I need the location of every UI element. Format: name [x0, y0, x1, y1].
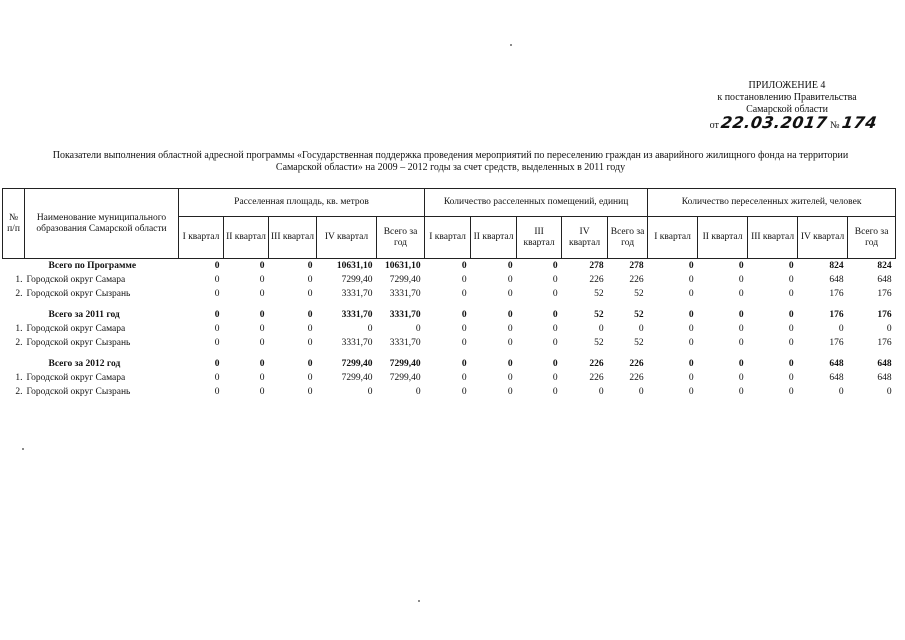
row-value: 0	[738, 359, 744, 369]
row-value: 0	[738, 275, 744, 285]
row-name: Городской округ Сызрань	[26, 338, 131, 348]
row-value: 7299,40	[341, 373, 373, 383]
row-value: 0	[838, 324, 844, 334]
header-rooms-q3: III квартал	[517, 217, 562, 259]
appendix-date-line	[697, 113, 879, 132]
header-rooms-q4: IV квартал	[562, 217, 608, 259]
header-residents-q3: III квартал	[748, 217, 798, 259]
row-value: 10631,10	[336, 261, 373, 271]
row-value: 0	[507, 373, 513, 383]
header-area-q1: I квартал	[179, 217, 224, 259]
row-value: 0	[552, 387, 558, 397]
row-value: 0	[307, 275, 313, 285]
row-value: 3331,70	[341, 289, 373, 299]
row-value: 278	[629, 261, 644, 271]
row-value: 824	[829, 261, 844, 271]
row-value: 10631,10	[384, 261, 421, 271]
row-value: 0	[886, 324, 892, 334]
spacer-cell	[3, 301, 896, 308]
row-value: 0	[307, 359, 313, 369]
row-value: 0	[638, 387, 644, 397]
spacer-row	[3, 350, 896, 357]
appendix-region: Самарской области	[746, 104, 828, 115]
row-value: 0	[367, 324, 373, 334]
row-value: 176	[829, 310, 844, 320]
scan-speck	[510, 44, 512, 46]
row-value: 0	[738, 387, 744, 397]
row-value: 226	[629, 275, 644, 285]
row-value: 0	[552, 261, 558, 271]
row-value: 0	[307, 387, 313, 397]
row-value: 648	[829, 275, 844, 285]
row-value: 52	[594, 310, 604, 320]
row-value: 0	[259, 289, 265, 299]
table-header	[3, 189, 896, 259]
row-value: 0	[214, 373, 220, 383]
header-rooms-q2: II квартал	[471, 217, 517, 259]
row-value: 0	[688, 275, 694, 285]
row-value: 0	[259, 373, 265, 383]
row-value: 226	[629, 359, 644, 369]
header-area-total: Всего за год	[377, 217, 425, 259]
row-value: 176	[877, 289, 892, 299]
row-value: 0	[886, 387, 892, 397]
row-value: 0	[259, 261, 265, 271]
row-value: 0	[738, 324, 744, 334]
appendix-title: ПРИЛОЖЕНИЕ 4	[748, 80, 826, 91]
row-value: 52	[594, 289, 604, 299]
row-value: 0	[507, 261, 513, 271]
row-value: 0	[307, 338, 313, 348]
row-number: 2.	[15, 387, 23, 397]
row-name: Городской округ Самара	[26, 275, 126, 285]
row-value: 7299,40	[389, 275, 421, 285]
row-value: 0	[788, 373, 794, 383]
row-value: 648	[877, 275, 892, 285]
row-number	[3, 308, 25, 322]
row-value: 0	[552, 324, 558, 334]
row-value: 0	[738, 373, 744, 383]
row-value: 278	[589, 261, 604, 271]
row-value: 0	[214, 338, 220, 348]
spacer-cell	[3, 350, 896, 357]
table-row	[3, 385, 896, 399]
row-value: 52	[594, 338, 604, 348]
table-total-row	[3, 259, 896, 274]
row-value: 7299,40	[341, 359, 373, 369]
row-value: 226	[629, 373, 644, 383]
row-value: 0	[367, 387, 373, 397]
header-residents-q4: IV квартал	[798, 217, 848, 259]
row-value: 0	[738, 338, 744, 348]
row-value: 0	[788, 310, 794, 320]
header-area-q3: III квартал	[269, 217, 317, 259]
table-total-row	[3, 308, 896, 322]
row-name: Городской округ Сызрань	[26, 387, 131, 397]
row-number: 1.	[15, 373, 23, 383]
header-area-q4: IV квартал	[317, 217, 377, 259]
row-value: 0	[307, 261, 313, 271]
row-value: 0	[259, 359, 265, 369]
row-value: 0	[461, 261, 467, 271]
row-value: 0	[259, 275, 265, 285]
table-row	[3, 371, 896, 385]
row-value: 7299,40	[341, 275, 373, 285]
row-value: 176	[829, 289, 844, 299]
row-value: 0	[307, 324, 313, 334]
row-value: 176	[877, 310, 892, 320]
header-residents-q2: II квартал	[698, 217, 748, 259]
row-value: 0	[688, 310, 694, 320]
row-value: 176	[829, 338, 844, 348]
row-value: 0	[461, 387, 467, 397]
row-number: 2.	[15, 289, 23, 299]
row-value: 0	[552, 373, 558, 383]
row-value: 0	[214, 310, 220, 320]
row-value: 0	[461, 289, 467, 299]
row-name: Городской округ Сызрань	[26, 289, 131, 299]
row-value: 52	[634, 338, 644, 348]
header-name: Наименование муниципального образования Самарской области	[25, 189, 179, 259]
row-value: 7299,40	[389, 373, 421, 383]
row-value: 0	[214, 324, 220, 334]
row-value: 3331,70	[389, 310, 421, 320]
row-value: 7299,40	[389, 359, 421, 369]
row-value: 0	[507, 359, 513, 369]
row-value: 0	[598, 387, 604, 397]
row-name: Всего за 2012 год	[48, 359, 121, 369]
table-total-row	[3, 357, 896, 371]
row-value: 0	[507, 289, 513, 299]
row-value: 0	[552, 359, 558, 369]
row-value: 0	[688, 373, 694, 383]
row-number	[3, 357, 25, 371]
row-value: 0	[214, 275, 220, 285]
row-value: 824	[877, 261, 892, 271]
row-value: 0	[507, 387, 513, 397]
handwritten-date: 22.03.2017	[720, 113, 829, 132]
row-value: 0	[507, 310, 513, 320]
header-residents-q1: I квартал	[648, 217, 698, 259]
row-value: 0	[788, 359, 794, 369]
row-value: 0	[507, 338, 513, 348]
row-value: 0	[552, 289, 558, 299]
row-value: 0	[598, 324, 604, 334]
row-value: 226	[589, 359, 604, 369]
row-value: 0	[552, 338, 558, 348]
row-value: 0	[259, 338, 265, 348]
row-name: Всего по Программе	[48, 261, 137, 271]
row-value: 52	[634, 310, 644, 320]
number-prefix: №	[830, 120, 840, 131]
header-residents-total: Всего за год	[848, 217, 896, 259]
row-value: 0	[214, 289, 220, 299]
row-value: 0	[838, 387, 844, 397]
row-value: 0	[738, 310, 744, 320]
appendix-resolution: к постановлению Правительства	[717, 92, 857, 103]
row-name: Городской округ Самара	[26, 324, 126, 334]
row-value: 0	[688, 387, 694, 397]
row-value: 0	[507, 324, 513, 334]
row-value: 0	[788, 261, 794, 271]
row-value: 0	[415, 387, 421, 397]
row-value: 0	[788, 289, 794, 299]
row-value: 0	[259, 387, 265, 397]
row-value: 0	[738, 289, 744, 299]
row-number: 1.	[15, 275, 23, 285]
document-title	[8, 150, 893, 174]
row-value: 0	[307, 289, 313, 299]
row-value: 0	[415, 324, 421, 334]
date-prefix: от	[709, 120, 719, 131]
row-value: 0	[688, 359, 694, 369]
handwritten-number: 174	[840, 113, 879, 132]
row-value: 0	[688, 261, 694, 271]
row-value: 648	[877, 373, 892, 383]
row-value: 3331,70	[389, 289, 421, 299]
row-value: 3331,70	[341, 310, 373, 320]
header-group-residents: Количество переселенных жителей, человек	[648, 189, 896, 217]
row-value: 0	[307, 310, 313, 320]
row-value: 648	[829, 359, 844, 369]
indicators-table	[2, 188, 896, 399]
row-value: 3331,70	[389, 338, 421, 348]
row-value: 0	[788, 387, 794, 397]
row-value: 176	[877, 338, 892, 348]
table-row	[3, 322, 896, 336]
appendix-block	[697, 80, 877, 132]
row-value: 0	[214, 387, 220, 397]
table-body	[3, 259, 896, 400]
row-value: 0	[688, 324, 694, 334]
header-group-rooms: Количество расселенных помещений, единиц	[425, 189, 648, 217]
scan-speck	[22, 448, 24, 450]
row-value: 0	[461, 373, 467, 383]
header-area-q2: II квартал	[224, 217, 269, 259]
row-value: 0	[788, 324, 794, 334]
header-rooms-total: Всего за год	[608, 217, 648, 259]
row-value: 0	[788, 338, 794, 348]
row-value: 0	[552, 275, 558, 285]
row-value: 0	[307, 373, 313, 383]
row-value: 0	[507, 275, 513, 285]
row-value: 0	[688, 289, 694, 299]
row-value: 0	[788, 275, 794, 285]
row-value: 0	[688, 338, 694, 348]
row-value: 0	[738, 261, 744, 271]
row-value: 0	[461, 338, 467, 348]
header-group-area: Расселенная площадь, кв. метров	[179, 189, 425, 217]
row-value: 3331,70	[341, 338, 373, 348]
row-value: 0	[259, 324, 265, 334]
row-value: 0	[259, 310, 265, 320]
header-num: № п/п	[3, 189, 25, 259]
row-value: 0	[461, 324, 467, 334]
row-value: 648	[877, 359, 892, 369]
row-name: Городской округ Самара	[26, 373, 126, 383]
header-rooms-q1: I квартал	[425, 217, 471, 259]
row-value: 0	[461, 275, 467, 285]
row-name: Всего за 2011 год	[48, 310, 120, 320]
row-value: 52	[634, 289, 644, 299]
title-line-1: Показатели выполнения областной адресной программы «Государственная поддержка проведения мероприятий по переселению граждан из аварийного жилищного фонда на территории	[52, 150, 849, 161]
row-number: 1.	[15, 324, 23, 334]
row-value: 226	[589, 275, 604, 285]
row-value: 226	[589, 373, 604, 383]
row-value: 0	[638, 324, 644, 334]
row-value: 0	[214, 261, 220, 271]
title-line-2: Самарской области» на 2009 – 2012 годы за счет средств, выделенных в 2011 году	[275, 162, 626, 173]
row-value: 0	[461, 310, 467, 320]
scan-speck	[418, 600, 420, 602]
spacer-row	[3, 301, 896, 308]
row-value: 0	[461, 359, 467, 369]
row-value: 648	[829, 373, 844, 383]
row-value: 0	[552, 310, 558, 320]
table-row	[3, 336, 896, 350]
row-number: 2.	[15, 338, 23, 348]
table-row	[3, 287, 896, 301]
row-number	[3, 259, 25, 274]
table-row	[3, 273, 896, 287]
row-value: 0	[214, 359, 220, 369]
